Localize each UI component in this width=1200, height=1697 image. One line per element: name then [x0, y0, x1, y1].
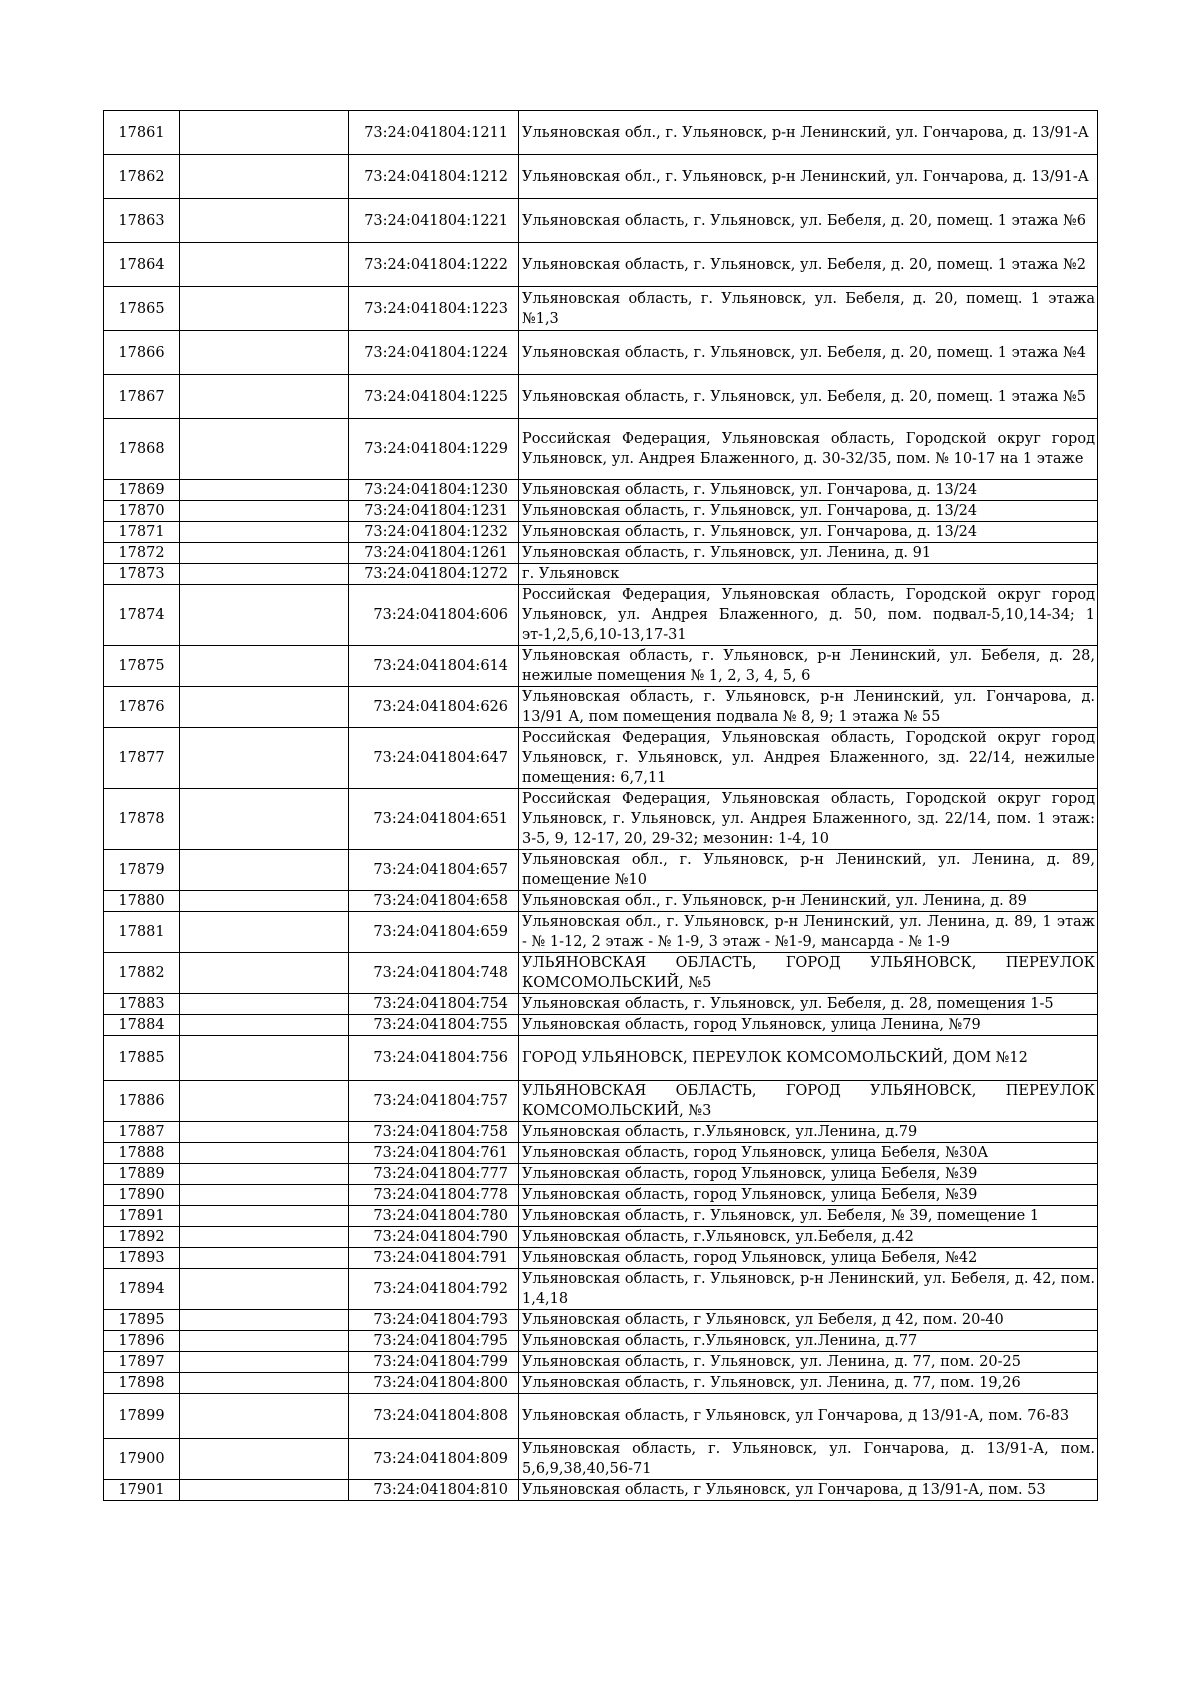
empty-cell: [180, 1081, 349, 1122]
address-cell: Ульяновская область, город Ульяновск, улица Ленина, №79: [519, 1015, 1098, 1036]
table-row: [104, 501, 1098, 522]
cadastral-number-cell: 73:24:041804:1222: [349, 243, 519, 287]
empty-cell: [180, 1185, 349, 1206]
row-number-cell: 17868: [104, 419, 180, 480]
row-number-cell: 17865: [104, 287, 180, 331]
empty-cell: [180, 850, 349, 891]
address-cell: Ульяновская область, г.Ульяновск, ул.Ленина, д.79: [519, 1122, 1098, 1143]
empty-cell: [180, 1269, 349, 1310]
row-number-cell: 17871: [104, 522, 180, 543]
cadastral-number-cell: 73:24:041804:1261: [349, 543, 519, 564]
row-number-cell: 17862: [104, 155, 180, 199]
address-cell: Ульяновская область, г. Ульяновск, ул. Бебеля, д. 28, помещения 1-5: [519, 994, 1098, 1015]
address-cell: Ульяновская область, город Ульяновск, улица Бебеля, №39: [519, 1185, 1098, 1206]
empty-cell: [180, 1206, 349, 1227]
address-cell: Ульяновская обл., г. Ульяновск, р-н Ленинский, ул. Ленина, д. 89: [519, 891, 1098, 912]
table-row: [104, 789, 1098, 850]
row-number-cell: 17896: [104, 1331, 180, 1352]
address-cell: Ульяновская область, г. Ульяновск, ул. Бебеля, д. 20, помещ. 1 этажа №5: [519, 375, 1098, 419]
table-row: [104, 687, 1098, 728]
address-cell: Ульяновская область, г. Ульяновск, ул. Ленина, д. 77, пом. 19,26: [519, 1373, 1098, 1394]
row-number-cell: 17884: [104, 1015, 180, 1036]
cadastral-number-cell: 73:24:041804:1230: [349, 480, 519, 501]
table-row: [104, 543, 1098, 564]
table-row: [104, 564, 1098, 585]
address-cell: Ульяновская обл., г. Ульяновск, р-н Ленинский, ул. Ленина, д. 89, 1 этаж - № 1-12, 2 этаж - № 1-9, 3 этаж - №1-9, мансарда - № 1-9: [519, 912, 1098, 953]
cadastral-number-cell: 73:24:041804:808: [349, 1394, 519, 1439]
table-row: [104, 331, 1098, 375]
row-number-cell: 17867: [104, 375, 180, 419]
empty-cell: [180, 331, 349, 375]
cadastral-number-cell: 73:24:041804:761: [349, 1143, 519, 1164]
registry-table: [103, 110, 1098, 1501]
empty-cell: [180, 687, 349, 728]
table-row: [104, 287, 1098, 331]
cadastral-number-cell: 73:24:041804:758: [349, 1122, 519, 1143]
empty-cell: [180, 287, 349, 331]
cadastral-number-cell: 73:24:041804:651: [349, 789, 519, 850]
table-row: [104, 419, 1098, 480]
address-cell: Ульяновская область, г.Ульяновск, ул.Ленина, д.77: [519, 1331, 1098, 1352]
empty-cell: [180, 1480, 349, 1501]
row-number-cell: 17889: [104, 1164, 180, 1185]
address-cell: Ульяновская область, г. Ульяновск, ул. Гончарова, д. 13/24: [519, 522, 1098, 543]
empty-cell: [180, 522, 349, 543]
row-number-cell: 17888: [104, 1143, 180, 1164]
empty-cell: [180, 501, 349, 522]
row-number-cell: 17885: [104, 1036, 180, 1081]
empty-cell: [180, 1122, 349, 1143]
cadastral-number-cell: 73:24:041804:810: [349, 1480, 519, 1501]
address-cell: ГОРОД УЛЬЯНОВСК, ПЕРЕУЛОК КОМСОМОЛЬСКИЙ, ДОМ №12: [519, 1036, 1098, 1081]
table-row: [104, 480, 1098, 501]
address-cell: Российская Федерация, Ульяновская область, Городской округ город Ульяновск, ул. Андрея Блаженного, д. 30-32/35, пом. № 10-17 на 1 этаже: [519, 419, 1098, 480]
empty-cell: [180, 953, 349, 994]
table-row: [104, 646, 1098, 687]
address-cell: Ульяновская область, г. Ульяновск, р-н Ленинский, ул. Бебеля, д. 28, нежилые помещения № 1, 2, 3, 4, 5, 6: [519, 646, 1098, 687]
row-number-cell: 17876: [104, 687, 180, 728]
address-cell: Ульяновская область, город Ульяновск, улица Бебеля, №30А: [519, 1143, 1098, 1164]
empty-cell: [180, 111, 349, 155]
cadastral-number-cell: 73:24:041804:748: [349, 953, 519, 994]
empty-cell: [180, 585, 349, 646]
cadastral-number-cell: 73:24:041804:809: [349, 1439, 519, 1480]
row-number-cell: 17893: [104, 1248, 180, 1269]
empty-cell: [180, 1394, 349, 1439]
table-row: [104, 1248, 1098, 1269]
table-row: [104, 1480, 1098, 1501]
address-cell: Ульяновская область, г. Ульяновск, ул. Ленина, д. 77, пом. 20-25: [519, 1352, 1098, 1373]
row-number-cell: 17881: [104, 912, 180, 953]
table-row: [104, 912, 1098, 953]
cadastral-number-cell: 73:24:041804:799: [349, 1352, 519, 1373]
cadastral-number-cell: 73:24:041804:1229: [349, 419, 519, 480]
row-number-cell: 17880: [104, 891, 180, 912]
address-cell: Ульяновская обл., г. Ульяновск, р-н Ленинский, ул. Гончарова, д. 13/91-А: [519, 155, 1098, 199]
table-row: [104, 585, 1098, 646]
cadastral-number-cell: 73:24:041804:790: [349, 1227, 519, 1248]
address-cell: Ульяновская обл., г. Ульяновск, р-н Ленинский, ул. Ленина, д. 89, помещение №10: [519, 850, 1098, 891]
address-cell: г. Ульяновск: [519, 564, 1098, 585]
address-cell: Ульяновская область, г. Ульяновск, ул. Ленина, д. 91: [519, 543, 1098, 564]
empty-cell: [180, 1248, 349, 1269]
cadastral-number-cell: 73:24:041804:606: [349, 585, 519, 646]
table-row: [104, 1373, 1098, 1394]
row-number-cell: 17874: [104, 585, 180, 646]
cadastral-number-cell: 73:24:041804:1232: [349, 522, 519, 543]
address-cell: Российская Федерация, Ульяновская область, Городской округ город Ульяновск, ул. Андрея Блаженного, д. 50, пом. подвал-5,10,14-34; 1 эт-1,2,5,6,10-13,17-31: [519, 585, 1098, 646]
table-row: [104, 1081, 1098, 1122]
address-cell: Ульяновская область, г Ульяновск, ул Гончарова, д 13/91-А, пом. 76-83: [519, 1394, 1098, 1439]
cadastral-number-cell: 73:24:041804:780: [349, 1206, 519, 1227]
cadastral-number-cell: 73:24:041804:1221: [349, 199, 519, 243]
empty-cell: [180, 155, 349, 199]
table-row: [104, 522, 1098, 543]
empty-cell: [180, 1331, 349, 1352]
table-row: [104, 953, 1098, 994]
table-row: [104, 1015, 1098, 1036]
table-row: [104, 111, 1098, 155]
empty-cell: [180, 564, 349, 585]
empty-cell: [180, 891, 349, 912]
address-cell: Ульяновская область, г.Ульяновск, ул.Бебеля, д.42: [519, 1227, 1098, 1248]
row-number-cell: 17899: [104, 1394, 180, 1439]
address-cell: Ульяновская область, г. Ульяновск, ул. Бебеля, д. 20, помещ. 1 этажа №2: [519, 243, 1098, 287]
row-number-cell: 17901: [104, 1480, 180, 1501]
cadastral-number-cell: 73:24:041804:626: [349, 687, 519, 728]
row-number-cell: 17875: [104, 646, 180, 687]
empty-cell: [180, 994, 349, 1015]
table-row: [104, 243, 1098, 287]
empty-cell: [180, 243, 349, 287]
empty-cell: [180, 543, 349, 564]
cadastral-number-cell: 73:24:041804:757: [349, 1081, 519, 1122]
table-row: [104, 1227, 1098, 1248]
cadastral-number-cell: 73:24:041804:778: [349, 1185, 519, 1206]
row-number-cell: 17897: [104, 1352, 180, 1373]
empty-cell: [180, 1439, 349, 1480]
empty-cell: [180, 419, 349, 480]
row-number-cell: 17900: [104, 1439, 180, 1480]
row-number-cell: 17863: [104, 199, 180, 243]
cadastral-number-cell: 73:24:041804:657: [349, 850, 519, 891]
cadastral-number-cell: 73:24:041804:756: [349, 1036, 519, 1081]
table-row: [104, 891, 1098, 912]
table-row: [104, 1331, 1098, 1352]
row-number-cell: 17882: [104, 953, 180, 994]
registry-table-body: [104, 111, 1098, 1501]
row-number-cell: 17887: [104, 1122, 180, 1143]
address-cell: УЛЬЯНОВСКАЯ ОБЛАСТЬ, ГОРОД УЛЬЯНОВСК, ПЕРЕУЛОК КОМСОМОЛЬСКИЙ, №5: [519, 953, 1098, 994]
table-row: [104, 375, 1098, 419]
cadastral-number-cell: 73:24:041804:755: [349, 1015, 519, 1036]
table-row: [104, 1036, 1098, 1081]
cadastral-number-cell: 73:24:041804:795: [349, 1331, 519, 1352]
cadastral-number-cell: 73:24:041804:1272: [349, 564, 519, 585]
row-number-cell: 17864: [104, 243, 180, 287]
empty-cell: [180, 1143, 349, 1164]
table-row: [104, 1185, 1098, 1206]
address-cell: Ульяновская область, г. Ульяновск, ул. Бебеля, д. 20, помещ. 1 этажа №4: [519, 331, 1098, 375]
row-number-cell: 17891: [104, 1206, 180, 1227]
table-row: [104, 155, 1098, 199]
empty-cell: [180, 375, 349, 419]
row-number-cell: 17892: [104, 1227, 180, 1248]
table-row: [104, 1439, 1098, 1480]
cadastral-number-cell: 73:24:041804:791: [349, 1248, 519, 1269]
empty-cell: [180, 912, 349, 953]
address-cell: Ульяновская область, город Ульяновск, улица Бебеля, №39: [519, 1164, 1098, 1185]
address-cell: Ульяновская область, г. Ульяновск, ул. Гончарова, д. 13/24: [519, 480, 1098, 501]
table-row: [104, 1269, 1098, 1310]
address-cell: Ульяновская область, город Ульяновск, улица Бебеля, №42: [519, 1248, 1098, 1269]
table-row: [104, 1310, 1098, 1331]
address-cell: Ульяновская область, г. Ульяновск, ул. Бебеля, № 39, помещение 1: [519, 1206, 1098, 1227]
table-row: [104, 1122, 1098, 1143]
address-cell: Ульяновская область, г Ульяновск, ул Бебеля, д 42, пом. 20-40: [519, 1310, 1098, 1331]
cadastral-number-cell: 73:24:041804:614: [349, 646, 519, 687]
address-cell: Ульяновская область, г. Ульяновск, ул. Гончарова, д. 13/91-А, пом. 5,6,9,38,40,56-71: [519, 1439, 1098, 1480]
empty-cell: [180, 199, 349, 243]
table-row: [104, 1164, 1098, 1185]
table-row: [104, 199, 1098, 243]
address-cell: Российская Федерация, Ульяновская область, Городской округ город Ульяновск, г. Ульяновск, ул. Андрея Блаженного, зд. 22/14, нежилые помещения: 6,7,11: [519, 728, 1098, 789]
row-number-cell: 17886: [104, 1081, 180, 1122]
cadastral-number-cell: 73:24:041804:754: [349, 994, 519, 1015]
empty-cell: [180, 480, 349, 501]
empty-cell: [180, 1352, 349, 1373]
table-row: [104, 1394, 1098, 1439]
address-cell: УЛЬЯНОВСКАЯ ОБЛАСТЬ, ГОРОД УЛЬЯНОВСК, ПЕРЕУЛОК КОМСОМОЛЬСКИЙ, №3: [519, 1081, 1098, 1122]
row-number-cell: 17898: [104, 1373, 180, 1394]
cadastral-number-cell: 73:24:041804:1212: [349, 155, 519, 199]
address-cell: Российская Федерация, Ульяновская область, Городской округ город Ульяновск, г. Ульяновск, ул. Андрея Блаженного, зд. 22/14, пом. 1 этаж: 3-5, 9, 12-17, 20, 29-32; мезонин: 1-4, 10: [519, 789, 1098, 850]
empty-cell: [180, 1373, 349, 1394]
row-number-cell: 17883: [104, 994, 180, 1015]
cadastral-number-cell: 73:24:041804:777: [349, 1164, 519, 1185]
address-cell: Ульяновская область, г Ульяновск, ул Гончарова, д 13/91-А, пом. 53: [519, 1480, 1098, 1501]
table-row: [104, 1143, 1098, 1164]
cadastral-number-cell: 73:24:041804:647: [349, 728, 519, 789]
row-number-cell: 17869: [104, 480, 180, 501]
table-row: [104, 1352, 1098, 1373]
row-number-cell: 17870: [104, 501, 180, 522]
cadastral-number-cell: 73:24:041804:1224: [349, 331, 519, 375]
row-number-cell: 17877: [104, 728, 180, 789]
row-number-cell: 17894: [104, 1269, 180, 1310]
row-number-cell: 17879: [104, 850, 180, 891]
empty-cell: [180, 646, 349, 687]
empty-cell: [180, 1310, 349, 1331]
empty-cell: [180, 1015, 349, 1036]
cadastral-number-cell: 73:24:041804:1223: [349, 287, 519, 331]
row-number-cell: 17890: [104, 1185, 180, 1206]
row-number-cell: 17872: [104, 543, 180, 564]
row-number-cell: 17873: [104, 564, 180, 585]
cadastral-number-cell: 73:24:041804:792: [349, 1269, 519, 1310]
address-cell: Ульяновская обл., г. Ульяновск, р-н Ленинский, ул. Гончарова, д. 13/91-А: [519, 111, 1098, 155]
table-row: [104, 728, 1098, 789]
cadastral-number-cell: 73:24:041804:1231: [349, 501, 519, 522]
cadastral-number-cell: 73:24:041804:800: [349, 1373, 519, 1394]
empty-cell: [180, 728, 349, 789]
empty-cell: [180, 1036, 349, 1081]
row-number-cell: 17861: [104, 111, 180, 155]
row-number-cell: 17878: [104, 789, 180, 850]
table-row: [104, 850, 1098, 891]
cadastral-number-cell: 73:24:041804:1211: [349, 111, 519, 155]
empty-cell: [180, 1164, 349, 1185]
table-row: [104, 994, 1098, 1015]
address-cell: Ульяновская область, г. Ульяновск, ул. Бебеля, д. 20, помещ. 1 этажа №1,3: [519, 287, 1098, 331]
address-cell: Ульяновская область, г. Ульяновск, ул. Бебеля, д. 20, помещ. 1 этажа №6: [519, 199, 1098, 243]
cadastral-number-cell: 73:24:041804:793: [349, 1310, 519, 1331]
table-row: [104, 1206, 1098, 1227]
cadastral-number-cell: 73:24:041804:1225: [349, 375, 519, 419]
address-cell: Ульяновская область, г. Ульяновск, ул. Гончарова, д. 13/24: [519, 501, 1098, 522]
empty-cell: [180, 789, 349, 850]
empty-cell: [180, 1227, 349, 1248]
cadastral-number-cell: 73:24:041804:658: [349, 891, 519, 912]
cadastral-number-cell: 73:24:041804:659: [349, 912, 519, 953]
address-cell: Ульяновская область, г. Ульяновск, р-н Ленинский, ул. Гончарова, д. 13/91 А, пом помещения подвала № 8, 9; 1 этажа № 55: [519, 687, 1098, 728]
row-number-cell: 17866: [104, 331, 180, 375]
row-number-cell: 17895: [104, 1310, 180, 1331]
address-cell: Ульяновская область, г. Ульяновск, р-н Ленинский, ул. Бебеля, д. 42, пом. 1,4,18: [519, 1269, 1098, 1310]
